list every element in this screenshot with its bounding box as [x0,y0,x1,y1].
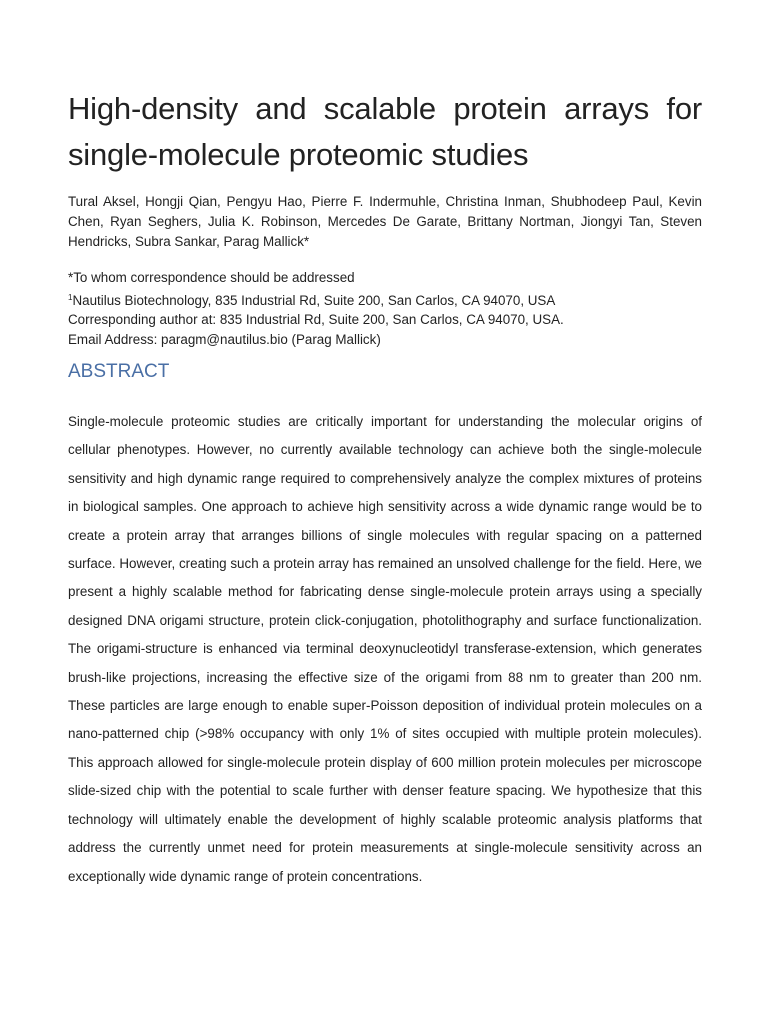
corresponding-author: Corresponding author at: 835 Industrial Rd, Suite 200, San Carlos, CA 94070, USA. [68,312,564,327]
affiliation-line [68,288,702,311]
affiliation-marker: 1 [68,292,73,302]
affiliation-block [68,268,702,349]
abstract-body: Single-molecule proteomic studies are critically important for understanding the molecular origins of cellular phenotypes. However, no currently available technology can achieve both the single-molecule sensitivity and high dynamic range required to comprehensively analyze the complex mixtures of proteins in biological samples. One approach to achieve high sensitivity across a wide dynamic range would be to create a protein array that arranges billions of single molecules with regular spacing on a patterned surface. However, creating such a protein array has remained an unsolved challenge for the field. Here, we present a highly scalable method for fabricating dense single-molecule protein arrays using a specially designed DNA origami structure, protein click-conjugation, photolithography and surface functionalization. The origami-structure is enhanced via terminal deoxynucleotidyl transferase-extension, which generates brush-like projections, increasing the effective size of the origami from 88 nm to greater than 200 nm. These particles are large enough to enable super-Poisson deposition of individual protein molecules on a nano-patterned chip (>98% occupancy with only 1% of sites occupied with multiple protein molecules). This approach allowed for single-molecule protein display of 600 million protein molecules per microscope slide-sized chip with the potential to scale further with denser feature spacing. We hypothesize that this technology will ultimately enable the development of highly scalable proteomic analysis platforms that address the currently unmet need for protein measurements at single-molecule sensitivity across an exceptionally wide dynamic range of protein concentrations. [68,414,702,884]
email-address: Email Address: paragm@nautilus.bio (Parag Mallick) [68,331,381,347]
affiliation-text: Nautilus Biotechnology, 835 Industrial Rd, Suite 200, San Carlos, CA 94070, USA [72,292,556,308]
author-list: Tural Aksel, Hongji Qian, Pengyu Hao, Pierre F. Indermuhle, Christina Inman, Shubhodeep Paul, Kevin Chen, Ryan Seghers, Julia K. Robinson, Mercedes De Garate, Brittany Nortman, Jiongyi Tan, Steven Hendricks, Subra Sankar, Parag Mallick* [68,194,702,249]
abstract-heading: ABSTRACT [68,361,170,382]
correspondence-note: *To whom correspondence should be addressed [68,270,355,285]
paper-title: High-density and scalable protein arrays for single-molecule proteomic studies [68,91,702,172]
